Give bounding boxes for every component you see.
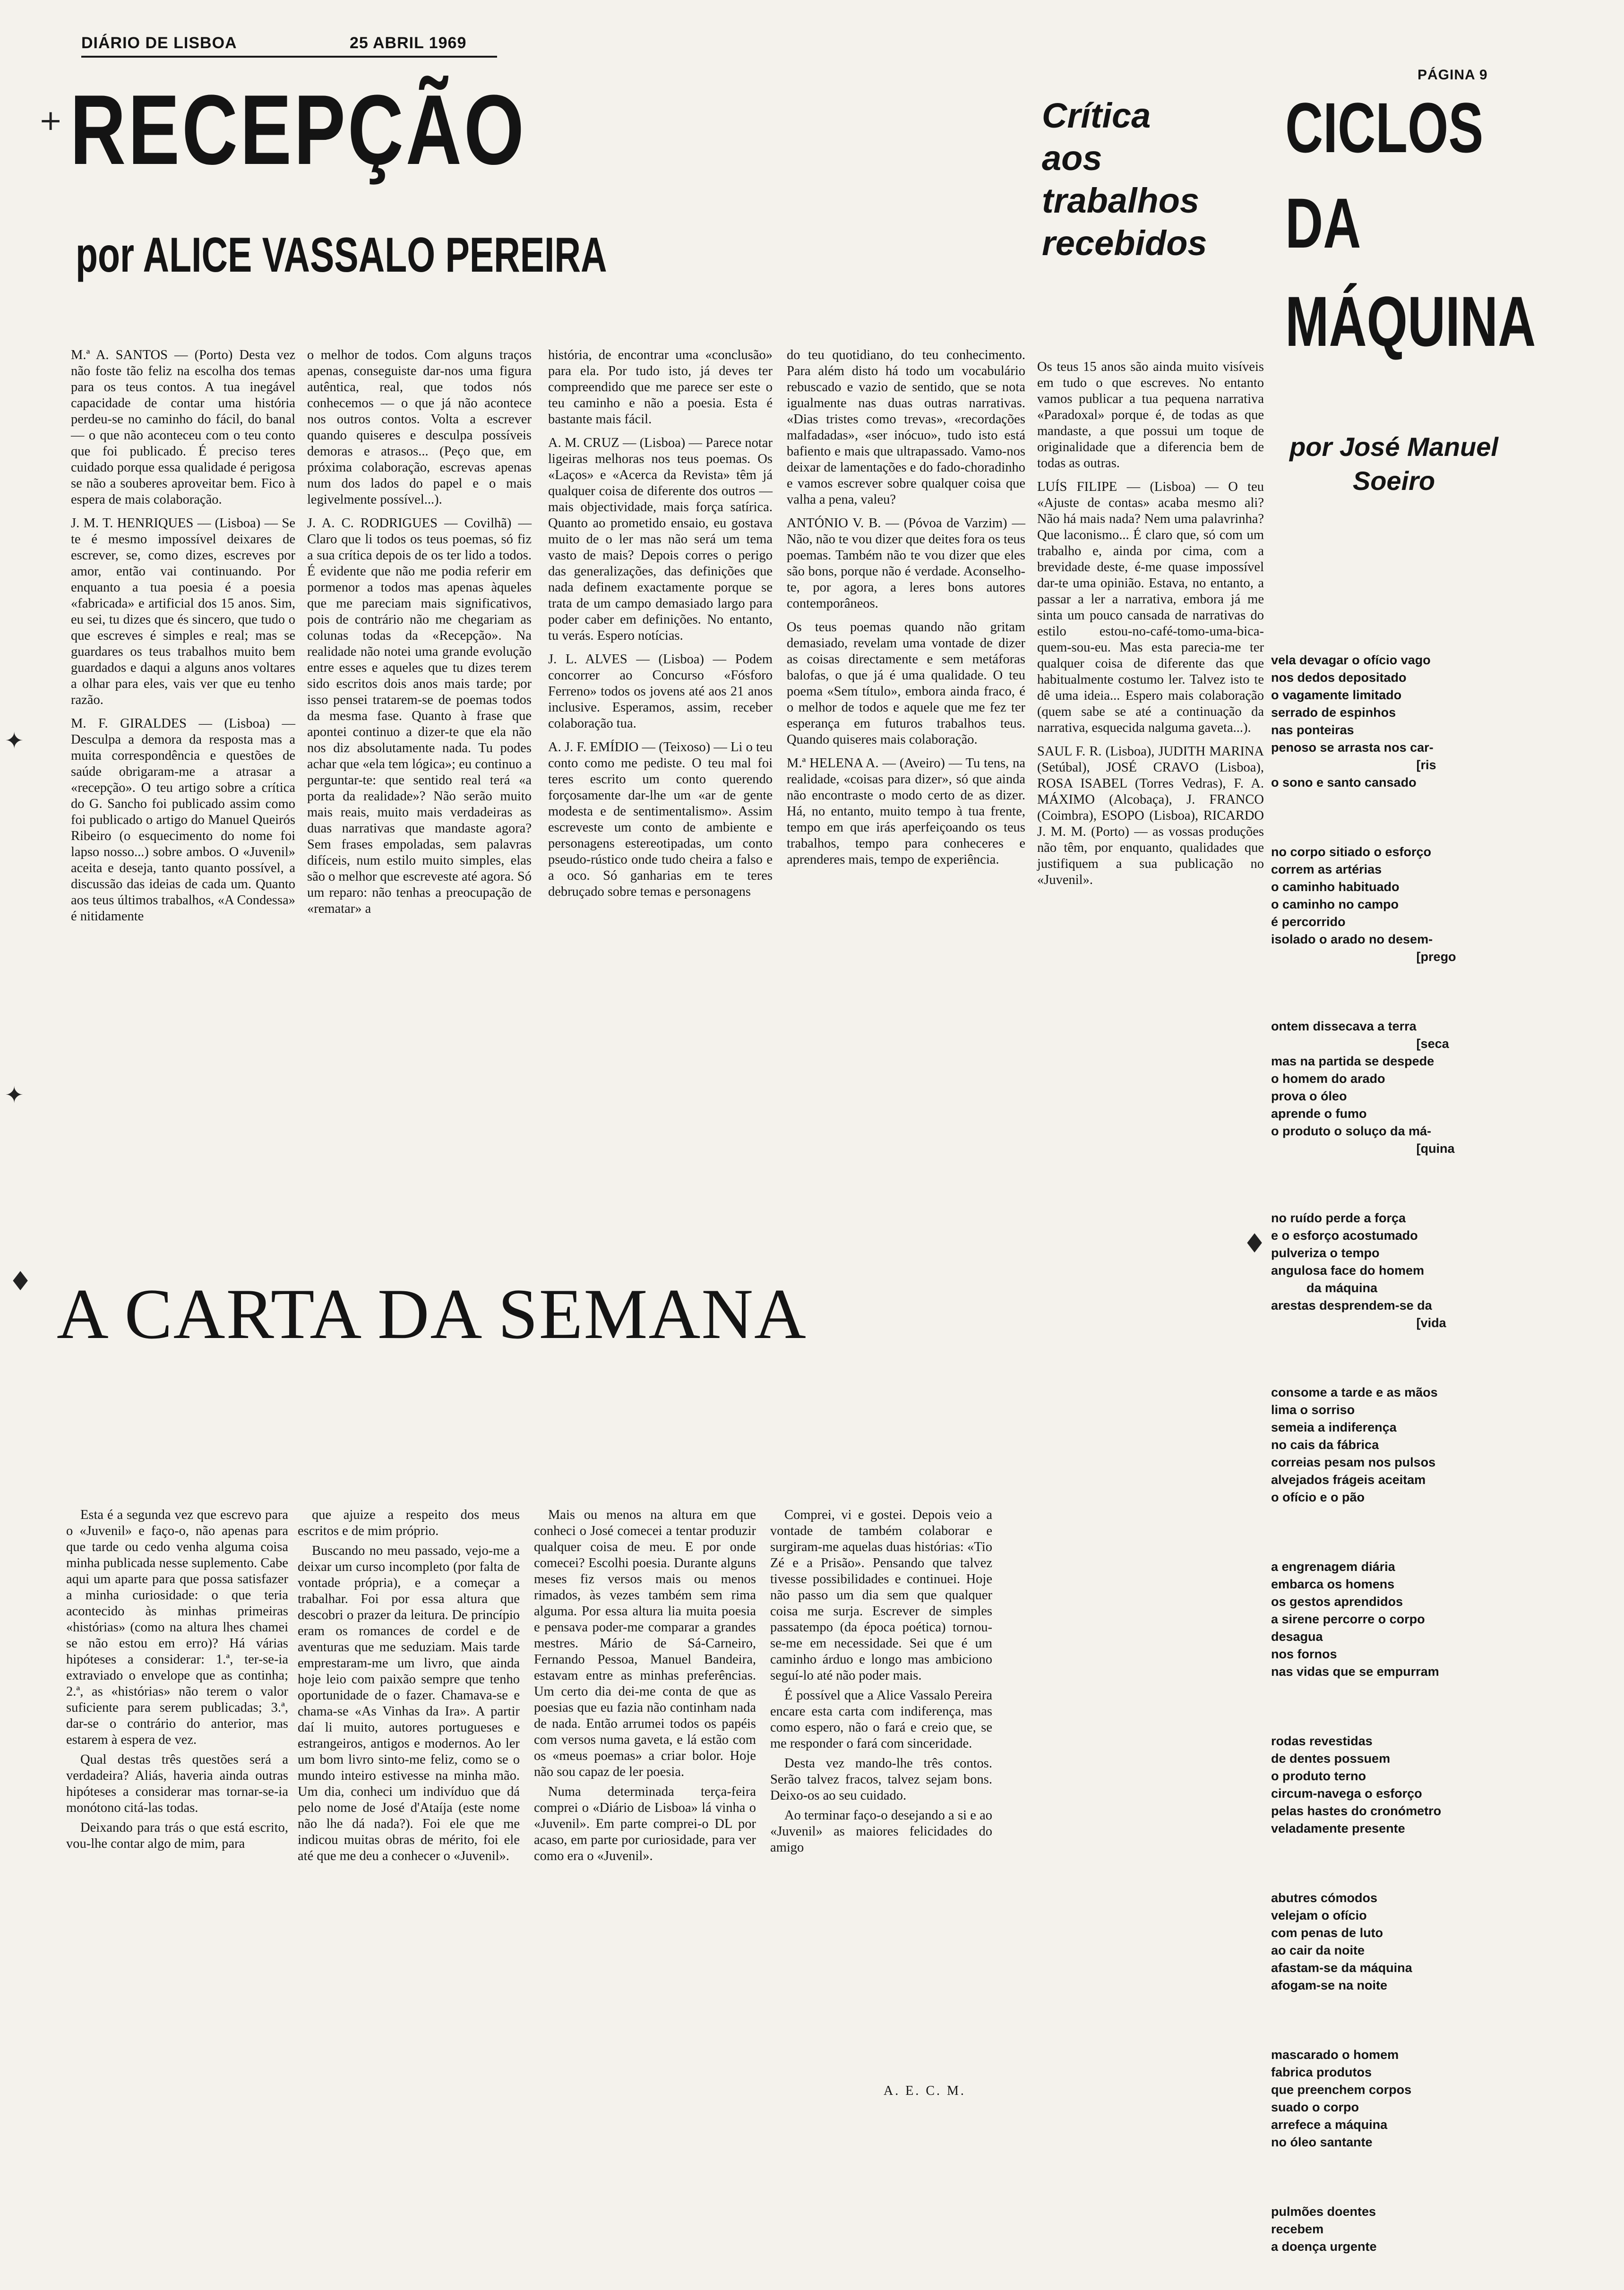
poem-stanza: pulmões doentes recebem a doença urgente [1271, 2204, 1377, 2254]
poem-stanza: rodas revestidas de dentes possuem o produto terno circum-navega o esforço pelas hastes do cronómetro veladamente presente [1271, 1734, 1442, 1835]
ciclos-byline: por José Manuel Soeiro [1289, 432, 1498, 496]
recepcao-entry: J. A. C. RODRIGUES — Covilhã) — Claro que li todos os teus poemas, só fiz a sua crítica depois de os ter lido a todos. É evidente que não me podia referir em pormenor a todos mas apenas àqueles que me pareciam mais significativos, pois de contrário não me chegariam as colunas todas da «Recepção». Na realidade não notei uma grande evolução entre esses e aqueles que tu dizes terem sido escritos dois anos mais tarde; por isso pensei tratarem-se de poemas todos da mesma fase. Quanto à frase que apontei continuo a dizer-te que ela não nos diz absolutamente nada. Tu podes achar que «ela tem lógica»; eu continuo a perguntar-te: que sentido real terá «a porta da realidade»? Não serão muito mais reais, muito mais verdadeiras as duas narrativas que mandaste agora? Sem frases empoladas, sem palavras difíceis, num estilo muito simples, elas são o melhor que escreveste até agora. Só um reparo: não tenhas a preocupação de «rematar» a [307, 516, 532, 916]
poem-stanza: mascarado o homem fabrica produtos que preenchem corpos suado o corpo arrefece a máquina no óleo santante [1271, 2048, 1412, 2149]
poem-stanza: vela devagar o ofício vago nos dedos depositado o vagamente limitado serrado de espinhos nas ponteiras penoso se arrasta nos car- [ris o sono e santo cansado [1271, 653, 1436, 789]
carta-paragraph: Esta é a segunda vez que escrevo para o «Juvenil» e faço-o, não apenas para que tarde ou cedo venha alguma coisa minha publicada nesse suplemento. Cabe aqui um aparte para que possa satisfazer a minha curiosidade: o que teria acontecido às minhas primeiras «histórias» (como na altura lhes chamei se não estou em erro)? Há várias hipóteses a considerar: 1.ª, ter-se-ia extraviado o envelope que as continha; 2.ª, as «histórias» não terem o valor suficiente para serem publicadas; 3.ª, dar-se o contrário do anterior, mas estarem à espera de vez. [66, 1508, 288, 1747]
recepcao-column-3 [548, 347, 773, 1198]
poem-stanza: ontem dissecava a terra [seca mas na partida se despede o homem do arado prova o óleo aprende o fumo o produto o soluço da má- [quina [1271, 1019, 1455, 1156]
poem-stanza: abutres cómodos velejam o ofício com penas de luto ao cair da noite afastam-se da máquina afogam-se na noite [1271, 1891, 1412, 1992]
poem-stanza: a engrenagem diária embarca os homens os gestos aprendidos a sirene percorre o corpo desagua nos fornos nas vidas que se empurram [1271, 1560, 1439, 1679]
carta-paragraph: Qual destas três questões será a verdadeira? Aliás, haveria ainda outras hipóteses a considerar mas tornar-se-ia monótono citá-las todas. [66, 1752, 288, 1815]
carta-column-3 [534, 1507, 756, 2098]
carta-signature: A. E. C. M. [884, 2084, 966, 2098]
register-mark-icon: + [39, 104, 63, 137]
carta-paragraph: Numa determinada terça-feira comprei o «Diário de Lisboa» lá vinha o «Juvenil». Em parte comprei-o DL por acaso, em parte por curiosidade, para ver como era o «Juvenil». [534, 1784, 756, 1863]
carta-paragraph: Deixando para trás o que está escrito, vou-lhe contar algo de mim, para [66, 1820, 288, 1851]
recepcao-entry: o melhor de todos. Com alguns traços apenas, conseguiste dar-nos uma figura autêntica, real, que todos nós conhecemos — o que já não acontece nos outros contos. Volta a escrever quando quiseres e desculpa possíveis demoras e atrasos... (Peço que, em próxima colaboração, escrevas apenas num dos lados do papel e o mais legivelmente possível...). [307, 348, 532, 507]
poem-stanza: no corpo sitiado o esforço correm as artérias o caminho habituado o caminho no campo é percorrido isolado o arado no desem- [prego [1271, 845, 1456, 964]
recepcao-entry: Os teus 15 anos são ainda muito visíveis em tudo o que escreves. No entanto vamos publicar a tua pequena narrativa «Paradoxal» porque é, de todas as que mandaste, a que possui um toque de originalidade que a diferencia bem de todas as outras. [1037, 360, 1264, 471]
carta-paragraph: Desta vez mando-lhe três contos. Serão talvez fracos, talvez sejam bons. Deixo-os ao seu cuidado. [770, 1756, 992, 1803]
issue-date: 25 ABRIL 1969 [350, 34, 467, 52]
recepcao-byline: por ALICE VASSALO PEREIRA [76, 228, 607, 283]
newspaper-name: DIÁRIO DE LISBOA [81, 34, 237, 52]
recepcao-entry: SAUL F. R. (Lisboa), JUDITH MARINA (Setúbal), JOSÉ CRAVO (Lisboa), ROSA ISABEL (Torres Vedras), F. A. MÁXIMO (Alcobaça), J. FRANCO (Coimbra), ESOPO (Lisboa), RICARDO J. M. M. (Porto) — as vossas produções não têm, por enquanto, qualidades que justifiquem a sua publicação no «Juvenil». [1037, 744, 1264, 887]
ciclos-poem [1271, 617, 1540, 2254]
recepcao-entry: história, de encontrar uma «conclusão» para ela. Por tudo isto, já deves ter compreendido que me parece ser este o teu caminho e não a poesia. Esta é bastante mais fácil. [548, 348, 773, 427]
critica-heading: Crítica aos trabalhos recebidos [1042, 96, 1207, 263]
margin-mark-icon: ✦ [5, 728, 24, 754]
recepcao-column-1 [71, 347, 295, 1198]
carta-title: A CARTA DA SEMANA [57, 1274, 807, 1354]
recepcao-entry: J. L. ALVES — (Lisboa) — Podem concorrer ao Concurso «Fósforo Ferreno» todos os jovens até aos 21 anos inclusive. Esperamos, assim, receber colaboração tua. [548, 652, 773, 731]
carta-paragraph: Comprei, vi e gostei. Depois veio a vontade de também colaborar e surgiram-me aquelas duas histórias: «Tio Zé e a Prisão». Pensando que talvez tivesse possibilidades e continuei. Hoje não passo um dia sem que qualquer coisa me surja. Escrever de simples passatempo (da época poética) tornou-se-me em necessidade. Sei que é um caminho árduo e longo mas ambiciono seguí-lo até não poder mais. [770, 1508, 992, 1683]
carta-column-4 [770, 1507, 992, 2074]
recepcao-column-5 [1037, 359, 1264, 1209]
recepcao-entry: M.ª HELENA A. — (Aveiro) — Tu tens, na realidade, «coisas para dizer», só que ainda não encontraste o modo certo de as dizer. Há, no entanto, muito tempo à tua frente, tempo em que irás aperfeiçoando os teus trabalhos, tempo para conheceres e aprenderes mais, tempo de experiência. [787, 756, 1025, 867]
ciclos-title-block [1285, 88, 1624, 361]
margin-mark-icon: ♦ [1243, 1228, 1267, 1259]
poem-stanza: no ruído perde a força e o esforço acostumado pulveriza o tempo angulosa face do homem da máquina arestas desprendem-se da [vida [1271, 1211, 1446, 1330]
poem-stanza: consome a tarde e as mãos lima o sorriso semeia a indiferença no cais da fábrica correias pesam nos pulsos alvejados frágeis aceitam o ofício e o pão [1271, 1385, 1438, 1504]
carta-paragraph: É possível que a Alice Vassalo Pereira encare esta carta com indiferença, mas como espero, não o fará e creio que, se me responder o fará com sinceridade. [770, 1688, 992, 1751]
recepcao-entry: M.ª A. SANTOS — (Porto) Desta vez não foste tão feliz na escolha dos temas para os teus contos. A tua inegável capacidade de contar uma história perdeu-se no caminho do fácil, do banal — o que não aconteceu com o teu conto que foi publicado. É preciso teres cuidado porque essa qualidade é perigosa se não a souberes aproveitar bem. Fico à espera de mais colaboração. [71, 348, 295, 507]
recepcao-entry: J. M. T. HENRIQUES — (Lisboa) — Se te é mesmo impossível deixares de escrever, se, como dizes, escreves por amor, então vai continuando. Por enquanto a tua poesia é a poesia «fabricada» e artificial dos 15 anos. Sim, eu sei, tu dizes que és sincero, que tudo o que escreves é simples e real; mas se guardares os teus trabalhos muito bem guardados e daqui a alguns anos voltares a olhar para eles, vais ver que eu tenho razão. [71, 516, 295, 707]
recepcao-title: RECEPÇÃO [70, 74, 526, 185]
carta-paragraph: Mais ou menos na altura em que conheci o José comecei a tentar produzir qualquer coisa de meu. E por onde comecei? Escolhi poesia. Durante alguns meses fiz versos mais ou menos rimados, às vezes também sem rima alguma. Por essa altura lia muita poesia e pensava poder-me comparar a grandes mestres. Mário de Sá-Carneiro, Fernando Pessoa, Manuel Bandeira, estavam entre as minhas preferências. Um certo dia dei-me conta de que as poesias que eu fazia não continham nada de nada. Então arrumei todos os papéis com versos numa gaveta, e lá estão com os «meus poemas» a criar bolor. Hoje não sou capaz de ler poesia. [534, 1508, 756, 1779]
page-label: PÁGINA 9 [1418, 67, 1488, 83]
carta-paragraph: Buscando no meu passado, vejo-me a deixar um curso incompleto (por falta de vontade própria), e a começar a trabalhar. Foi por essa altura que descobri o prazer da leitura. De princípio eram os romances de cordel e de aventuras que me seduziam. Mais tarde emprestaram-me um livro, que ainda hoje leio com paixão sempre que tenho oportunidade de o fazer. Chamava-se e chama-se «As Vinhas da Ira». A partir daí li muito, autores portugueses e estrangeiros, antigos e modernos. Ao ler um bom livro sinto-me feliz, como se o mundo inteiro estivesse na minha mão. Um dia, conheci um indivíduo que dá pelo nome de José d'Ataíja (este nome não lhe dá nada?). Foi ele que me indicou muitas obras de mérito, foi ele até que me deu a conhecer o «Juvenil». [298, 1544, 520, 1863]
header-rule [81, 56, 497, 58]
recepcao-entry: Os teus poemas quando não gritam demasiado, revelam uma vontade de dizer as coisas directamente e sem metáforas balofas, o que já é uma qualidade. O teu poema «Sem título», embora ainda fraco, é o melhor de todos e aquele que me fez ter esperança em futuros trabalhos teus. Quando quiseres mais colaboração. [787, 620, 1025, 747]
recepcao-column-4 [787, 347, 1025, 1198]
recepcao-entry: M. F. GIRALDES — (Lisboa) — Desculpa a demora da resposta mas a muita correspondência e questões de saúde obrigaram-me a atrasar a «recepção». O teu artigo sobre a crítica do G. Sancho foi publicado assim como foi publicado o artigo do Manuel Queirós Ribeiro (o esquecimento do nome foi lapso nosso...) sobre ambos. O «Juvenil» aceita e deseja, tanto quanto possível, a discussão das ideias de cada um. Quanto aos teus últimos trabalhos, «A Condessa» é nitidamente [71, 716, 295, 924]
carta-paragraph: que ajuize a respeito dos meus escritos e de mim próprio. [298, 1508, 520, 1538]
ciclos-title-line-1: CICLOS [1285, 88, 1484, 167]
carta-paragraph: Ao terminar faço-o desejando a si e ao «Juvenil» as maiores felicidades do amigo [770, 1808, 992, 1855]
recepcao-entry: LUÍS FILIPE — (Lisboa) — O teu «Ajuste de contas» acaba mesmo ali? Não há mais nada? Nem uma palavrinha? Que laconismo... É claro que, só com um trabalho e, ainda por cima, com a brevidade deste, é-me quase impossível dar-te uma opinião. Estava, no entanto, a passar a ler a narrativa, embora já me sinta um pouco cansada de narrativas do estilo estou-no-café-tomo-uma-bica-quem-sou-eu. Mas esta parecia-me ter qualquer coisa de diferente das que habitualmente costumo ler. Talvez isto te dê uma ideia... Espero mais colaboração (quem sabe se até a continuação da narrativa, esquecida nalguma gaveta...). [1037, 480, 1264, 735]
recepcao-entry: ANTÓNIO V. B. — (Póvoa de Varzim) — Não, não te vou dizer que deites fora os teus poemas. Também não te vou dizer que eles são bons, porque não é verdade. Aconselho-te, por agora, a leres bons autores contemporâneos. [787, 516, 1025, 611]
margin-mark-icon: ♦ [9, 1266, 33, 1297]
recepcao-entry: do teu quotidiano, do teu conhecimento. Para além disto há todo um vocabulário rebuscado e vazio de sentido, que se nota igualmente nas duas outras narrativas. «Dias tristes como trevas», «recordações malfadadas», «ser inócuo», tudo isto está bafiento e mais que ultrapassado. Vamo-nos deixar de lamentações e do fado-choradinho e vamos escrever sobre qualquer coisa que valha a pena, valeu? [787, 348, 1025, 507]
recepcao-column-2 [307, 347, 532, 1198]
recepcao-entry: A. J. F. EMÍDIO — (Teixoso) — Li o teu conto como me pediste. O teu mal foi teres escrito um conto querendo forçosamente dar-lhe um «ar de gente modesta e de sentimentalismo». Assim escreveste um conto de ambiente e personagens estereotipadas, um conto pseudo-rústico onde tudo cheira a falso e a oco. Só ganharias em te teres debruçado sobre temas e personagens [548, 740, 773, 899]
recepcao-entry: A. M. CRUZ — (Lisboa) — Parece notar ligeiras melhoras nos teus poemas. Os «Laços» e «Acerca da Revista» têm já qualquer coisa de diferente dos outros — mais objectividade, mais força satírica. Quanto ao prometido ensaio, eu gostava muito de o ler mas não será um tema vasto de mais? Depois corres o perigo das generalizações, das definições que nada definem exactamente porque se trata de um campo demasiado largo para poder caber em definições. No entanto, tu verás. Espero notícias. [548, 436, 773, 643]
margin-mark-icon: ✦ [5, 1082, 24, 1108]
ciclos-title-line-2: DA [1285, 183, 1361, 263]
ciclos-title-line-3: MÁQUINA [1285, 282, 1536, 361]
carta-column-1 [66, 1507, 288, 2098]
carta-column-2 [298, 1507, 520, 2098]
